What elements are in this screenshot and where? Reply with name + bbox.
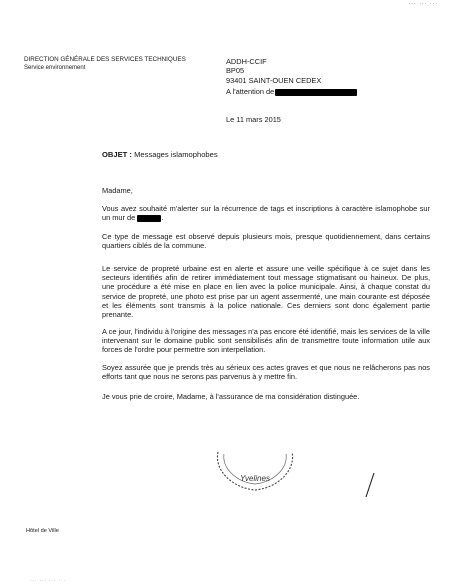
- paragraph-3: Le service de propreté urbaine est en alerte et assure une veille spécifique à ce sujet dans les secteurs identifiés afin de retirer immédiatement tout message stigmatisant ou haineux. De plus, une procédure a été mise en place en lien avec la police municipale. Ainsi, à chaque constat du service de propreté, une photo est prise par un agent assermenté, une main courante est déposée et les éléments sont transmis à la police nationale. Ces derniers sont donc également partie prenante.: [102, 264, 430, 320]
- attention-label: A l'attention de: [226, 87, 275, 96]
- official-stamp: [210, 448, 300, 496]
- signature-mark: [362, 472, 378, 498]
- redaction-bar: [275, 89, 357, 96]
- recipient-address: [226, 57, 321, 85]
- sender-department: DIRECTION GÉNÉRALE DES SERVICES TECHNIQUES: [24, 56, 186, 63]
- top-cropped-text: ... ... ...: [408, 0, 438, 6]
- paragraph-1-text: Vous avez souhaité m'alerter sur la récurrence de tags et inscriptions à caractère islamophobe sur un mur de: [102, 204, 430, 223]
- subject-line: [102, 150, 218, 159]
- redaction-bar: [137, 213, 164, 223]
- sender-block: [24, 56, 186, 72]
- letter-date: Le 11 mars 2015: [226, 115, 281, 124]
- footer-hotel-de-ville: Hôtel de Ville: [26, 528, 59, 534]
- stamp-label: Yvelines: [240, 474, 270, 483]
- paragraph-1-end: .: [161, 213, 164, 223]
- closing-paragraph: Je vous prie de croire, Madame, à l'assurance de ma considération distinguée.: [102, 392, 360, 401]
- attention-line: [226, 87, 357, 96]
- paragraph-2: Ce type de message est observé depuis plusieurs mois, presque quotidiennement, dans certains quartiers ciblés de la commune.: [102, 232, 430, 251]
- paragraph-5: Soyez assurée que je prends très au sérieux ces actes graves et que nous ne relâcherons pas nos efforts tant que nous ne serons pas parvenus à y mettre fin.: [102, 363, 430, 382]
- salutation: Madame,: [102, 186, 133, 195]
- paragraph-4: A ce jour, l'individu à l'origine des messages n'a pas encore été identifié, mais les services de la ville intervenant sur le domaine public sont sensibilisés afin de transmettre toute information utile aux forces de l'ordre pour permettre son interpellation.: [102, 327, 430, 355]
- paragraph-1: [102, 204, 430, 222]
- recipient-line-1: ADDH-CCIF: [226, 57, 267, 66]
- recipient-line-2: BP05: [226, 66, 245, 76]
- sender-service: Service environnement: [24, 65, 86, 71]
- subject-text: Messages islamophobes: [134, 150, 218, 159]
- footer-cropped-text: ... ... ... ...: [30, 577, 66, 583]
- subject-label: OBJET :: [102, 150, 132, 159]
- recipient-line-3: 93401 SAINT-OUEN CEDEX: [226, 75, 322, 85]
